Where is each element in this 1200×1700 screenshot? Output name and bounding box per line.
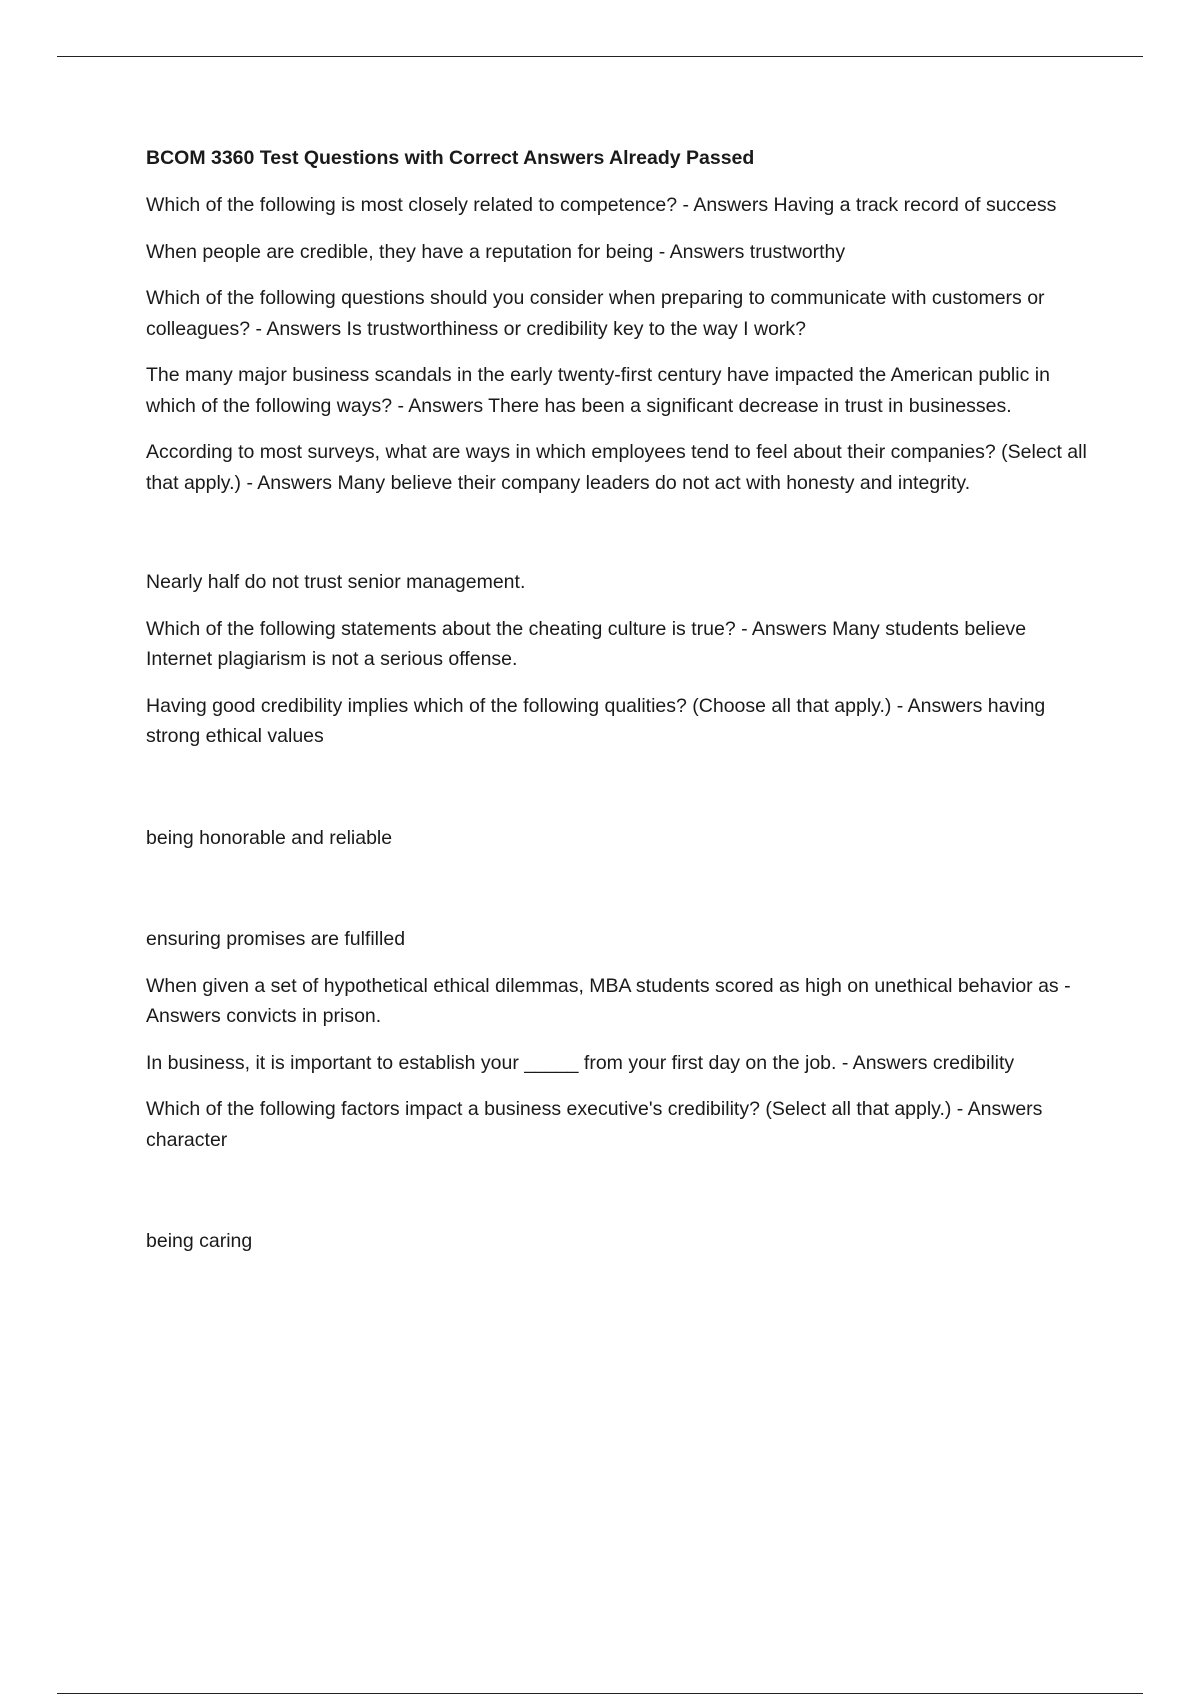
answer-continuation: being caring bbox=[146, 1230, 253, 1252]
question-paragraph: Which of the following statements about the cheating culture is true? - Answers Many students believe Internet plagiarism is not a serious offense. bbox=[146, 617, 1027, 670]
question-paragraph: When people are credible, they have a reputation for being - Answers trustworthy bbox=[146, 240, 846, 263]
footer-rule bbox=[57, 1693, 1143, 1694]
document-body bbox=[146, 143, 1096, 1273]
header-rule bbox=[57, 56, 1143, 57]
question-paragraph: Which of the following questions should you consider when preparing to communicate with customers or colleagues? - Answers Is trustworthiness or credibility key to the way I work? bbox=[146, 287, 1045, 340]
answer-continuation: being honorable and reliable bbox=[146, 826, 393, 849]
question-paragraph: Which of the following factors impact a business executive's credibility? (Select all that apply.) - Answers character bbox=[146, 1098, 1043, 1151]
question-paragraph: In business, it is important to establish your _____ from your first day on the job. - Answers credibility bbox=[146, 1051, 1015, 1074]
question-paragraph: When given a set of hypothetical ethical dilemmas, MBA students scored as high on unethical behavior as - Answers convicts in prison. bbox=[146, 974, 1071, 1027]
answer-continuation: ensuring promises are fulfilled bbox=[146, 928, 406, 950]
question-paragraph: The many major business scandals in the early twenty-first century have impacted the American public in which of the following ways? - Answers There has been a significant decrease in trust in businesses. bbox=[146, 364, 1050, 417]
document-title: BCOM 3360 Test Questions with Correct Answers Already Passed bbox=[146, 147, 755, 169]
answer-continuation: Nearly half do not trust senior management. bbox=[146, 571, 526, 593]
question-paragraph: Having good credibility implies which of the following qualities? (Choose all that apply.) - Answers having strong ethical values bbox=[146, 694, 1046, 747]
question-paragraph: Which of the following is most closely related to competence? - Answers Having a track record of success bbox=[146, 194, 1057, 216]
question-paragraph: According to most surveys, what are ways in which employees tend to feel about their companies? (Select all that apply.) - Answers Many believe their company leaders do not act with honesty and integrity. bbox=[146, 441, 1087, 494]
